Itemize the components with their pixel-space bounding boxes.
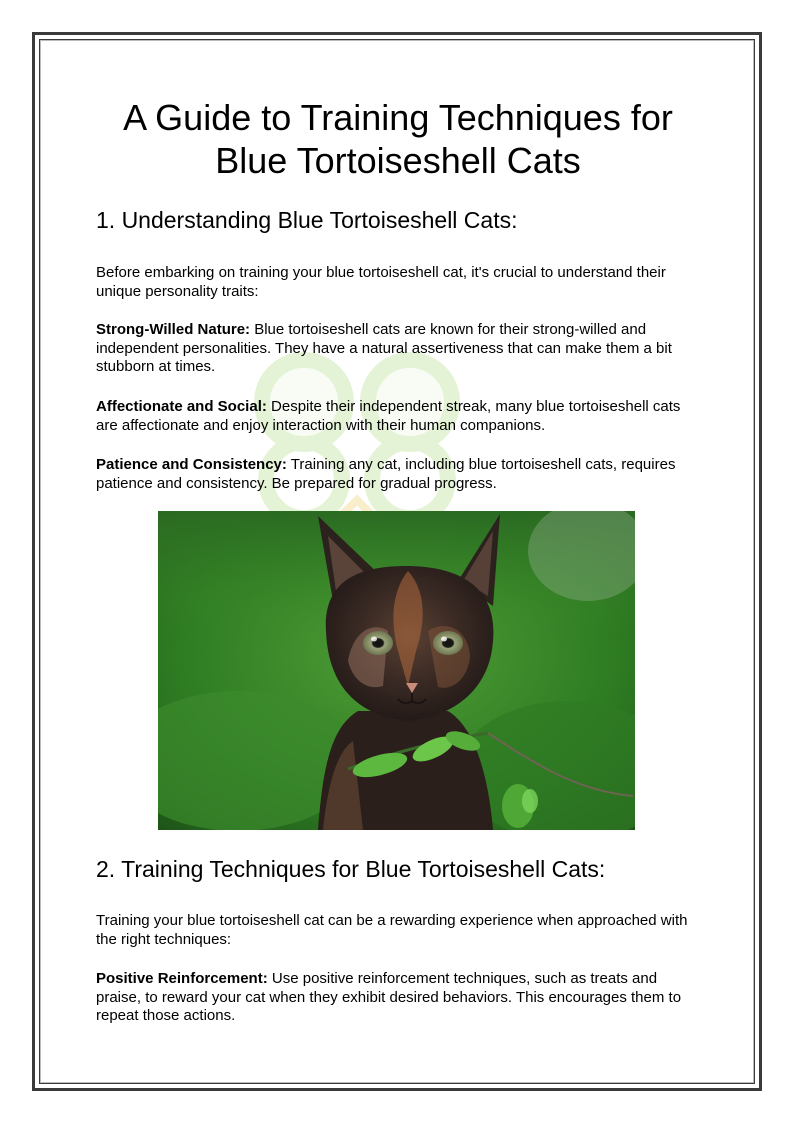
- section-2-intro: Training your blue tortoiseshell cat can be a rewarding experience when approached with the right techniques:: [96, 912, 688, 948]
- trait-term: Affectionate and Social:: [96, 398, 267, 415]
- technique-positive-reinforcement: [96, 970, 700, 1026]
- section-1-intro: Before embarking on training your blue tortoiseshell cat, it's crucial to understand their unique personality traits:: [96, 264, 666, 300]
- page-title: A Guide to Training Techniques for Blue Tortoiseshell Cats: [123, 97, 673, 181]
- trait-text: Training any cat, including blue tortoiseshell cats, requires patience and consistency. Be prepared for gradual progress.: [96, 456, 676, 492]
- trait-text: Despite their independent streak, many blue tortoiseshell cats are affectionate and enjoy interaction with their human companions.: [96, 398, 681, 434]
- trait-text: Blue tortoiseshell cats are known for their strong-willed and independent personalities. They have a natural assertiveness that can make them a bit stubborn at times.: [96, 321, 672, 375]
- section-heading-2: 2. Training Techniques for Blue Tortoiseshell Cats:: [96, 856, 606, 882]
- trait-patience: [96, 456, 700, 493]
- trait-term: Patience and Consistency:: [96, 456, 287, 473]
- kitten-photo: [158, 511, 635, 830]
- trait-affectionate: [96, 398, 700, 435]
- trait-strong-willed: [96, 321, 700, 377]
- section-heading-1: 1. Understanding Blue Tortoiseshell Cats:: [96, 207, 518, 233]
- technique-term: Positive Reinforcement:: [96, 970, 268, 987]
- trait-term: Strong-Willed Nature:: [96, 321, 251, 338]
- technique-text: Use positive reinforcement techniques, such as treats and praise, to reward your cat when they exhibit desired behaviors. This encourages them to repeat those actions.: [96, 970, 682, 1024]
